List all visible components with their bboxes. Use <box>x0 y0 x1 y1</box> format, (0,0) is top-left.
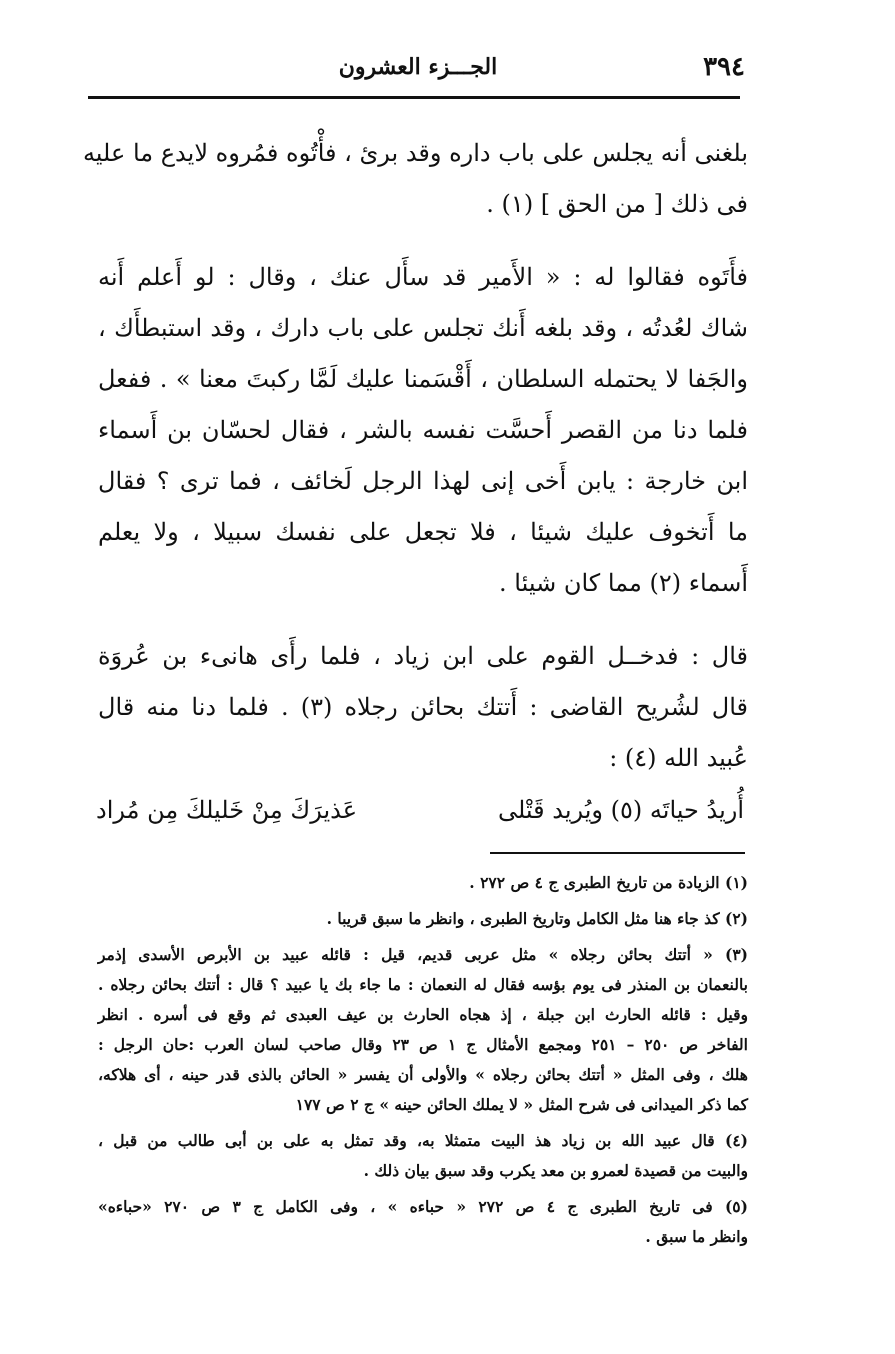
verse-first-hemistich: أُريدُ حياتَه (٥) ويُريد قَتْلى <box>497 796 744 824</box>
footnote-5 <box>98 1192 748 1252</box>
text-line: ابن خارجة : يابن أَخى إنى لهذا الرجل لَخائف ، فما ترى ؟ فقال <box>98 467 748 495</box>
footnote-rule <box>490 852 745 854</box>
main-text <box>82 128 749 806</box>
footnote-line: كما ذكر الميدانى فى شرح المثل « لا يملك الحائن حينه » ج ٢ ص ١٧٧ <box>295 1095 748 1114</box>
footnote-line: الفاخر ص ٢٥٠ – ٢٥١ ومجمع الأمثال ج ١ ص ٢٣ وقال صاحب لسان العرب :حان الرجل : <box>98 1035 748 1054</box>
footnote-2 <box>98 904 748 934</box>
footnote-line: وقيل : قائله الحارث ابن جبلة ، إذ هجاه الحارث بن عيف العبدى ثم وقع فى أسره . انظر <box>98 1005 748 1024</box>
header-rule <box>88 96 740 99</box>
text-line: قال : فدخــل القوم على ابن زياد ، فلما رأَى هانىء بن عُروَة <box>98 642 748 670</box>
text-line: والجَفا لا يحتمله السلطان ، أَقْسَمنا عليك لَمَّا ركبتَ معنا » . ففعل <box>98 365 748 393</box>
text-line: ما أَتخوف عليك شيئا ، فلا تجعل على نفسك سبيلا ، ولا يعلم <box>98 518 748 546</box>
text-line: بلغنى أنه يجلس على باب داره وقد برئ ، فأْتُوه فمُروه لايدع ما عليه <box>82 139 748 167</box>
page-header <box>88 52 745 92</box>
text-line: فلما دنا من القصر أَحسَّت نفسه بالشر ، فقال لحسّان بن أَسماء <box>98 416 749 444</box>
footnote-line: (٣) « أتتك بحائن رجلاه » مثل عربى قديم، قيل : قائله عبيد بن الأبرص الأسدى إذمر <box>98 945 748 964</box>
footnote-line: بالنعمان بن المنذر فى يوم بؤسه فقال له النعمان : ما جاء بك يا عبيد ؟ قال : أتتك بحائن رجلاه . <box>98 975 748 994</box>
footnote-4 <box>98 1126 748 1186</box>
text-line: أَسماء (٢) مما كان شيئا . <box>499 569 748 597</box>
text-line: فى ذلك [ من الحق ] (١) . <box>486 190 748 218</box>
text-line: شاك لعُدتُه ، وقد بلغه أَنك تجلس على باب دارك ، وقد استبطأَك ، <box>98 314 748 342</box>
text-line: قال لشُريح القاضى : أَتتك بحائن رجلاه (٣) . فلما دنا منه قال <box>98 693 749 721</box>
footnotes <box>98 868 748 1258</box>
footnote-line: (٤) قال عبيد الله بن زياد هذ البيت متمثلا به، وقد تمثل به على بن أبى طالب من قبل ، <box>98 1131 748 1150</box>
footnote-line: هلك ، وفى المثل « أتتك بحائن رجلاه » والأولى أن يفسر « الحائن بالذى قدر حينه ، أى هلاكه، <box>98 1065 748 1084</box>
footnote-line: والبيت من قصيدة لعمرو بن معد يكرب وقد سبق بيان ذلك . <box>363 1161 748 1180</box>
footnote-line: (٢) كذ جاء هنا مثل الكامل وتاريخ الطبرى ، وانظر ما سبق قريبا . <box>326 909 748 928</box>
verse-second-hemistich: عَذيرَكَ مِنْ خَليلكَ مِن مُراد <box>96 796 358 824</box>
footnote-line: (١) الزيادة من تاريخ الطبرى ج ٤ ص ٢٧٢ . <box>469 873 748 892</box>
running-title: الجـــزء العشرون <box>338 54 498 80</box>
text-line: عُبيد الله (٤) : <box>609 744 748 772</box>
paragraph-2 <box>98 252 748 609</box>
page-number: ٣٩٤ <box>703 52 745 82</box>
footnote-1 <box>98 868 748 898</box>
paragraph-3 <box>98 631 748 784</box>
footnote-line: وانظر ما سبق . <box>645 1227 748 1246</box>
footnote-3 <box>98 940 748 1120</box>
poetry-verse <box>96 792 744 852</box>
text-line: فأَتَوه فقالوا له : « الأَمير قد سأَل عنك ، وقال : لو أَعلم أَنه <box>98 263 748 291</box>
footnote-line: (٥) فى تاريخ الطبرى ج ٤ ص ٢٧٢ « حباءه » ، وفى الكامل ج ٣ ص ٢٧٠ «حباءه» <box>98 1197 748 1216</box>
paragraph-1 <box>82 128 748 230</box>
